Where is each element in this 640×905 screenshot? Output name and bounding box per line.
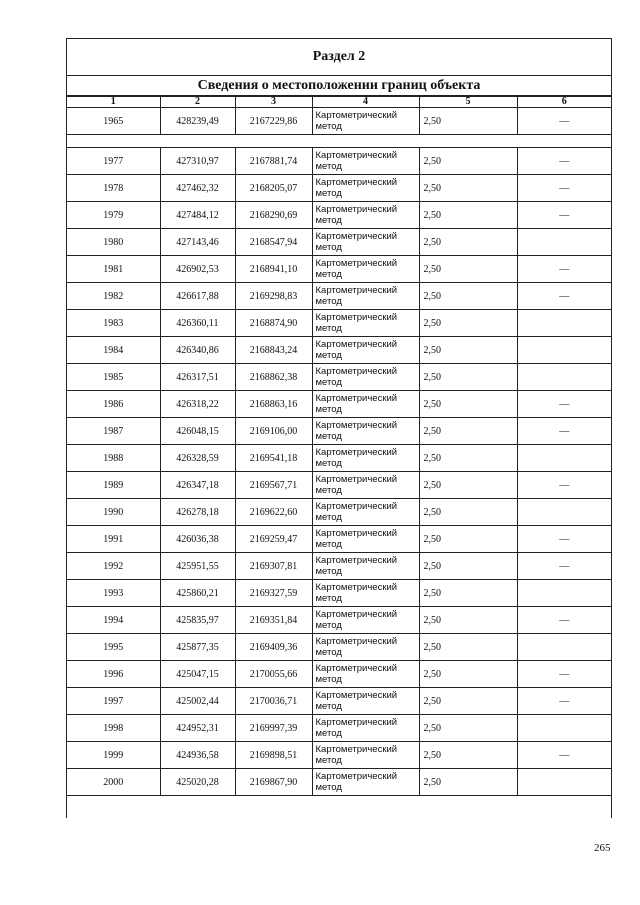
table-row: [67, 148, 611, 175]
coord-x-cell: 424952,31: [160, 715, 235, 742]
method-cell: Картометрический метод: [312, 418, 419, 445]
point-number-cell: 1997: [67, 688, 160, 715]
coord-y-cell: 2168863,16: [235, 391, 312, 418]
coord-x-cell: 425020,28: [160, 769, 235, 796]
column-number: 3: [235, 97, 312, 108]
table-row: [67, 553, 611, 580]
table-row: [67, 769, 611, 796]
accuracy-cell: 2,50: [419, 715, 517, 742]
coord-y-cell: 2169567,71: [235, 472, 312, 499]
accuracy-cell: 2,50: [419, 202, 517, 229]
accuracy-cell: 2,50: [419, 661, 517, 688]
gap-cell: [67, 135, 611, 148]
coord-y-cell: 2169106,00: [235, 418, 312, 445]
accuracy-cell: 2,50: [419, 499, 517, 526]
point-number-cell: 1989: [67, 472, 160, 499]
table-row: [67, 742, 611, 769]
note-cell: —: [517, 175, 611, 202]
note-cell: —: [517, 148, 611, 175]
coord-y-cell: 2167881,74: [235, 148, 312, 175]
accuracy-cell: 2,50: [419, 472, 517, 499]
point-number-cell: 1995: [67, 634, 160, 661]
table-row: [67, 715, 611, 742]
coordinates-table: [67, 96, 611, 796]
coord-x-cell: 427310,97: [160, 148, 235, 175]
point-number-cell: 1986: [67, 391, 160, 418]
coord-y-cell: 2168205,07: [235, 175, 312, 202]
method-cell: Картометрический метод: [312, 661, 419, 688]
coord-y-cell: 2168547,94: [235, 229, 312, 256]
accuracy-cell: 2,50: [419, 445, 517, 472]
method-cell: Картометрический метод: [312, 742, 419, 769]
accuracy-cell: 2,50: [419, 634, 517, 661]
note-cell: [517, 634, 611, 661]
coord-x-cell: 426318,22: [160, 391, 235, 418]
table-row: [67, 283, 611, 310]
note-cell: —: [517, 472, 611, 499]
method-cell: Картометрический метод: [312, 391, 419, 418]
method-cell: Картометрический метод: [312, 108, 419, 135]
point-number-cell: 1992: [67, 553, 160, 580]
point-number-cell: 1987: [67, 418, 160, 445]
note-cell: —: [517, 607, 611, 634]
method-cell: Картометрический метод: [312, 337, 419, 364]
coord-y-cell: 2169409,36: [235, 634, 312, 661]
accuracy-cell: 2,50: [419, 148, 517, 175]
point-number-cell: 1991: [67, 526, 160, 553]
coord-y-cell: 2169867,90: [235, 769, 312, 796]
coord-y-cell: 2169622,60: [235, 499, 312, 526]
coord-x-cell: 426036,38: [160, 526, 235, 553]
note-cell: [517, 769, 611, 796]
method-cell: Картометрический метод: [312, 688, 419, 715]
point-number-cell: 1990: [67, 499, 160, 526]
coord-x-cell: 426902,53: [160, 256, 235, 283]
point-number-cell: 1977: [67, 148, 160, 175]
coord-x-cell: 425835,97: [160, 607, 235, 634]
coord-y-cell: 2170036,71: [235, 688, 312, 715]
accuracy-cell: 2,50: [419, 229, 517, 256]
note-cell: [517, 499, 611, 526]
coord-y-cell: 2169259,47: [235, 526, 312, 553]
point-number-cell: 1985: [67, 364, 160, 391]
note-cell: —: [517, 742, 611, 769]
coord-x-cell: 427143,46: [160, 229, 235, 256]
accuracy-cell: 2,50: [419, 526, 517, 553]
accuracy-cell: 2,50: [419, 256, 517, 283]
coord-x-cell: 425047,15: [160, 661, 235, 688]
coord-x-cell: 425951,55: [160, 553, 235, 580]
note-cell: [517, 715, 611, 742]
table-row: [67, 310, 611, 337]
note-cell: —: [517, 256, 611, 283]
coord-y-cell: 2168874,90: [235, 310, 312, 337]
point-number-cell: 1981: [67, 256, 160, 283]
accuracy-cell: 2,50: [419, 337, 517, 364]
coord-y-cell: 2169997,39: [235, 715, 312, 742]
coord-y-cell: 2168862,38: [235, 364, 312, 391]
table-row: [67, 337, 611, 364]
note-cell: —: [517, 661, 611, 688]
method-cell: Картометрический метод: [312, 472, 419, 499]
table-row: [67, 229, 611, 256]
note-cell: —: [517, 202, 611, 229]
accuracy-cell: 2,50: [419, 418, 517, 445]
method-cell: Картометрический метод: [312, 283, 419, 310]
method-cell: Картометрический метод: [312, 715, 419, 742]
method-cell: Картометрический метод: [312, 310, 419, 337]
column-number: 5: [419, 97, 517, 108]
coord-y-cell: 2169298,83: [235, 283, 312, 310]
coord-y-cell: 2167229,86: [235, 108, 312, 135]
point-number-cell: 1984: [67, 337, 160, 364]
coord-y-cell: 2169541,18: [235, 445, 312, 472]
column-number: 4: [312, 97, 419, 108]
table-row: [67, 472, 611, 499]
coord-x-cell: 425877,35: [160, 634, 235, 661]
accuracy-cell: 2,50: [419, 175, 517, 202]
accuracy-cell: 2,50: [419, 607, 517, 634]
table-row: [67, 445, 611, 472]
note-cell: —: [517, 283, 611, 310]
accuracy-cell: 2,50: [419, 580, 517, 607]
table-row: [67, 499, 611, 526]
note-cell: —: [517, 108, 611, 135]
table-row: [67, 661, 611, 688]
method-cell: Картометрический метод: [312, 499, 419, 526]
note-cell: —: [517, 526, 611, 553]
note-cell: —: [517, 391, 611, 418]
coord-x-cell: 426048,15: [160, 418, 235, 445]
coord-x-cell: 426360,11: [160, 310, 235, 337]
coord-x-cell: 428239,49: [160, 108, 235, 135]
note-cell: [517, 310, 611, 337]
accuracy-cell: 2,50: [419, 283, 517, 310]
method-cell: Картометрический метод: [312, 580, 419, 607]
table-row: [67, 108, 611, 135]
table-row: [67, 526, 611, 553]
point-number-cell: 1994: [67, 607, 160, 634]
accuracy-cell: 2,50: [419, 742, 517, 769]
coord-x-cell: 427462,32: [160, 175, 235, 202]
coord-x-cell: 426328,59: [160, 445, 235, 472]
coord-x-cell: 426340,86: [160, 337, 235, 364]
note-cell: [517, 445, 611, 472]
method-cell: Картометрический метод: [312, 553, 419, 580]
coord-y-cell: 2169307,81: [235, 553, 312, 580]
point-number-cell: 1965: [67, 108, 160, 135]
note-cell: —: [517, 553, 611, 580]
coord-x-cell: 426347,18: [160, 472, 235, 499]
table-row: [67, 418, 611, 445]
point-number-cell: 1983: [67, 310, 160, 337]
accuracy-cell: 2,50: [419, 688, 517, 715]
section-subtitle: Сведения о местоположении границ объекта: [67, 76, 611, 96]
method-cell: Картометрический метод: [312, 202, 419, 229]
note-cell: [517, 229, 611, 256]
method-cell: Картометрический метод: [312, 256, 419, 283]
column-number: 6: [517, 97, 611, 108]
point-number-cell: 1988: [67, 445, 160, 472]
point-number-cell: 1998: [67, 715, 160, 742]
coord-y-cell: 2169898,51: [235, 742, 312, 769]
coord-x-cell: 426617,88: [160, 283, 235, 310]
coord-y-cell: 2168290,69: [235, 202, 312, 229]
method-cell: Картометрический метод: [312, 364, 419, 391]
point-number-cell: 1982: [67, 283, 160, 310]
point-number-cell: 1999: [67, 742, 160, 769]
accuracy-cell: 2,50: [419, 108, 517, 135]
table-row: [67, 391, 611, 418]
coord-x-cell: 425002,44: [160, 688, 235, 715]
method-cell: Картометрический метод: [312, 526, 419, 553]
method-cell: Картометрический метод: [312, 229, 419, 256]
coord-y-cell: 2170055,66: [235, 661, 312, 688]
method-cell: Картометрический метод: [312, 769, 419, 796]
accuracy-cell: 2,50: [419, 310, 517, 337]
accuracy-cell: 2,50: [419, 553, 517, 580]
section-title: Раздел 2: [67, 39, 611, 76]
coord-x-cell: 427484,12: [160, 202, 235, 229]
coord-x-cell: 426278,18: [160, 499, 235, 526]
method-cell: Картометрический метод: [312, 175, 419, 202]
point-number-cell: 1980: [67, 229, 160, 256]
table-row: [67, 364, 611, 391]
point-number-cell: 1978: [67, 175, 160, 202]
coord-y-cell: 2168941,10: [235, 256, 312, 283]
document-frame: [66, 38, 612, 818]
column-number-row: [67, 97, 611, 108]
table-row: [67, 688, 611, 715]
page-number: 265: [594, 842, 611, 854]
table-row: [67, 634, 611, 661]
accuracy-cell: 2,50: [419, 364, 517, 391]
note-cell: —: [517, 418, 611, 445]
coord-y-cell: 2169327,59: [235, 580, 312, 607]
accuracy-cell: 2,50: [419, 391, 517, 418]
accuracy-cell: 2,50: [419, 769, 517, 796]
point-number-cell: 1996: [67, 661, 160, 688]
point-number-cell: 1979: [67, 202, 160, 229]
note-cell: —: [517, 688, 611, 715]
coord-x-cell: 426317,51: [160, 364, 235, 391]
coord-x-cell: 424936,58: [160, 742, 235, 769]
method-cell: Картометрический метод: [312, 634, 419, 661]
column-number: 2: [160, 97, 235, 108]
coord-y-cell: 2169351,84: [235, 607, 312, 634]
note-cell: [517, 337, 611, 364]
method-cell: Картометрический метод: [312, 607, 419, 634]
note-cell: [517, 580, 611, 607]
coord-y-cell: 2168843,24: [235, 337, 312, 364]
table-row: [67, 607, 611, 634]
table-row: [67, 175, 611, 202]
table-row: [67, 580, 611, 607]
method-cell: Картометрический метод: [312, 148, 419, 175]
table-row: [67, 256, 611, 283]
point-number-cell: 1993: [67, 580, 160, 607]
method-cell: Картометрический метод: [312, 445, 419, 472]
coord-x-cell: 425860,21: [160, 580, 235, 607]
table-row: [67, 202, 611, 229]
column-number: 1: [67, 97, 160, 108]
point-number-cell: 2000: [67, 769, 160, 796]
gap-row: [67, 135, 611, 148]
note-cell: [517, 364, 611, 391]
